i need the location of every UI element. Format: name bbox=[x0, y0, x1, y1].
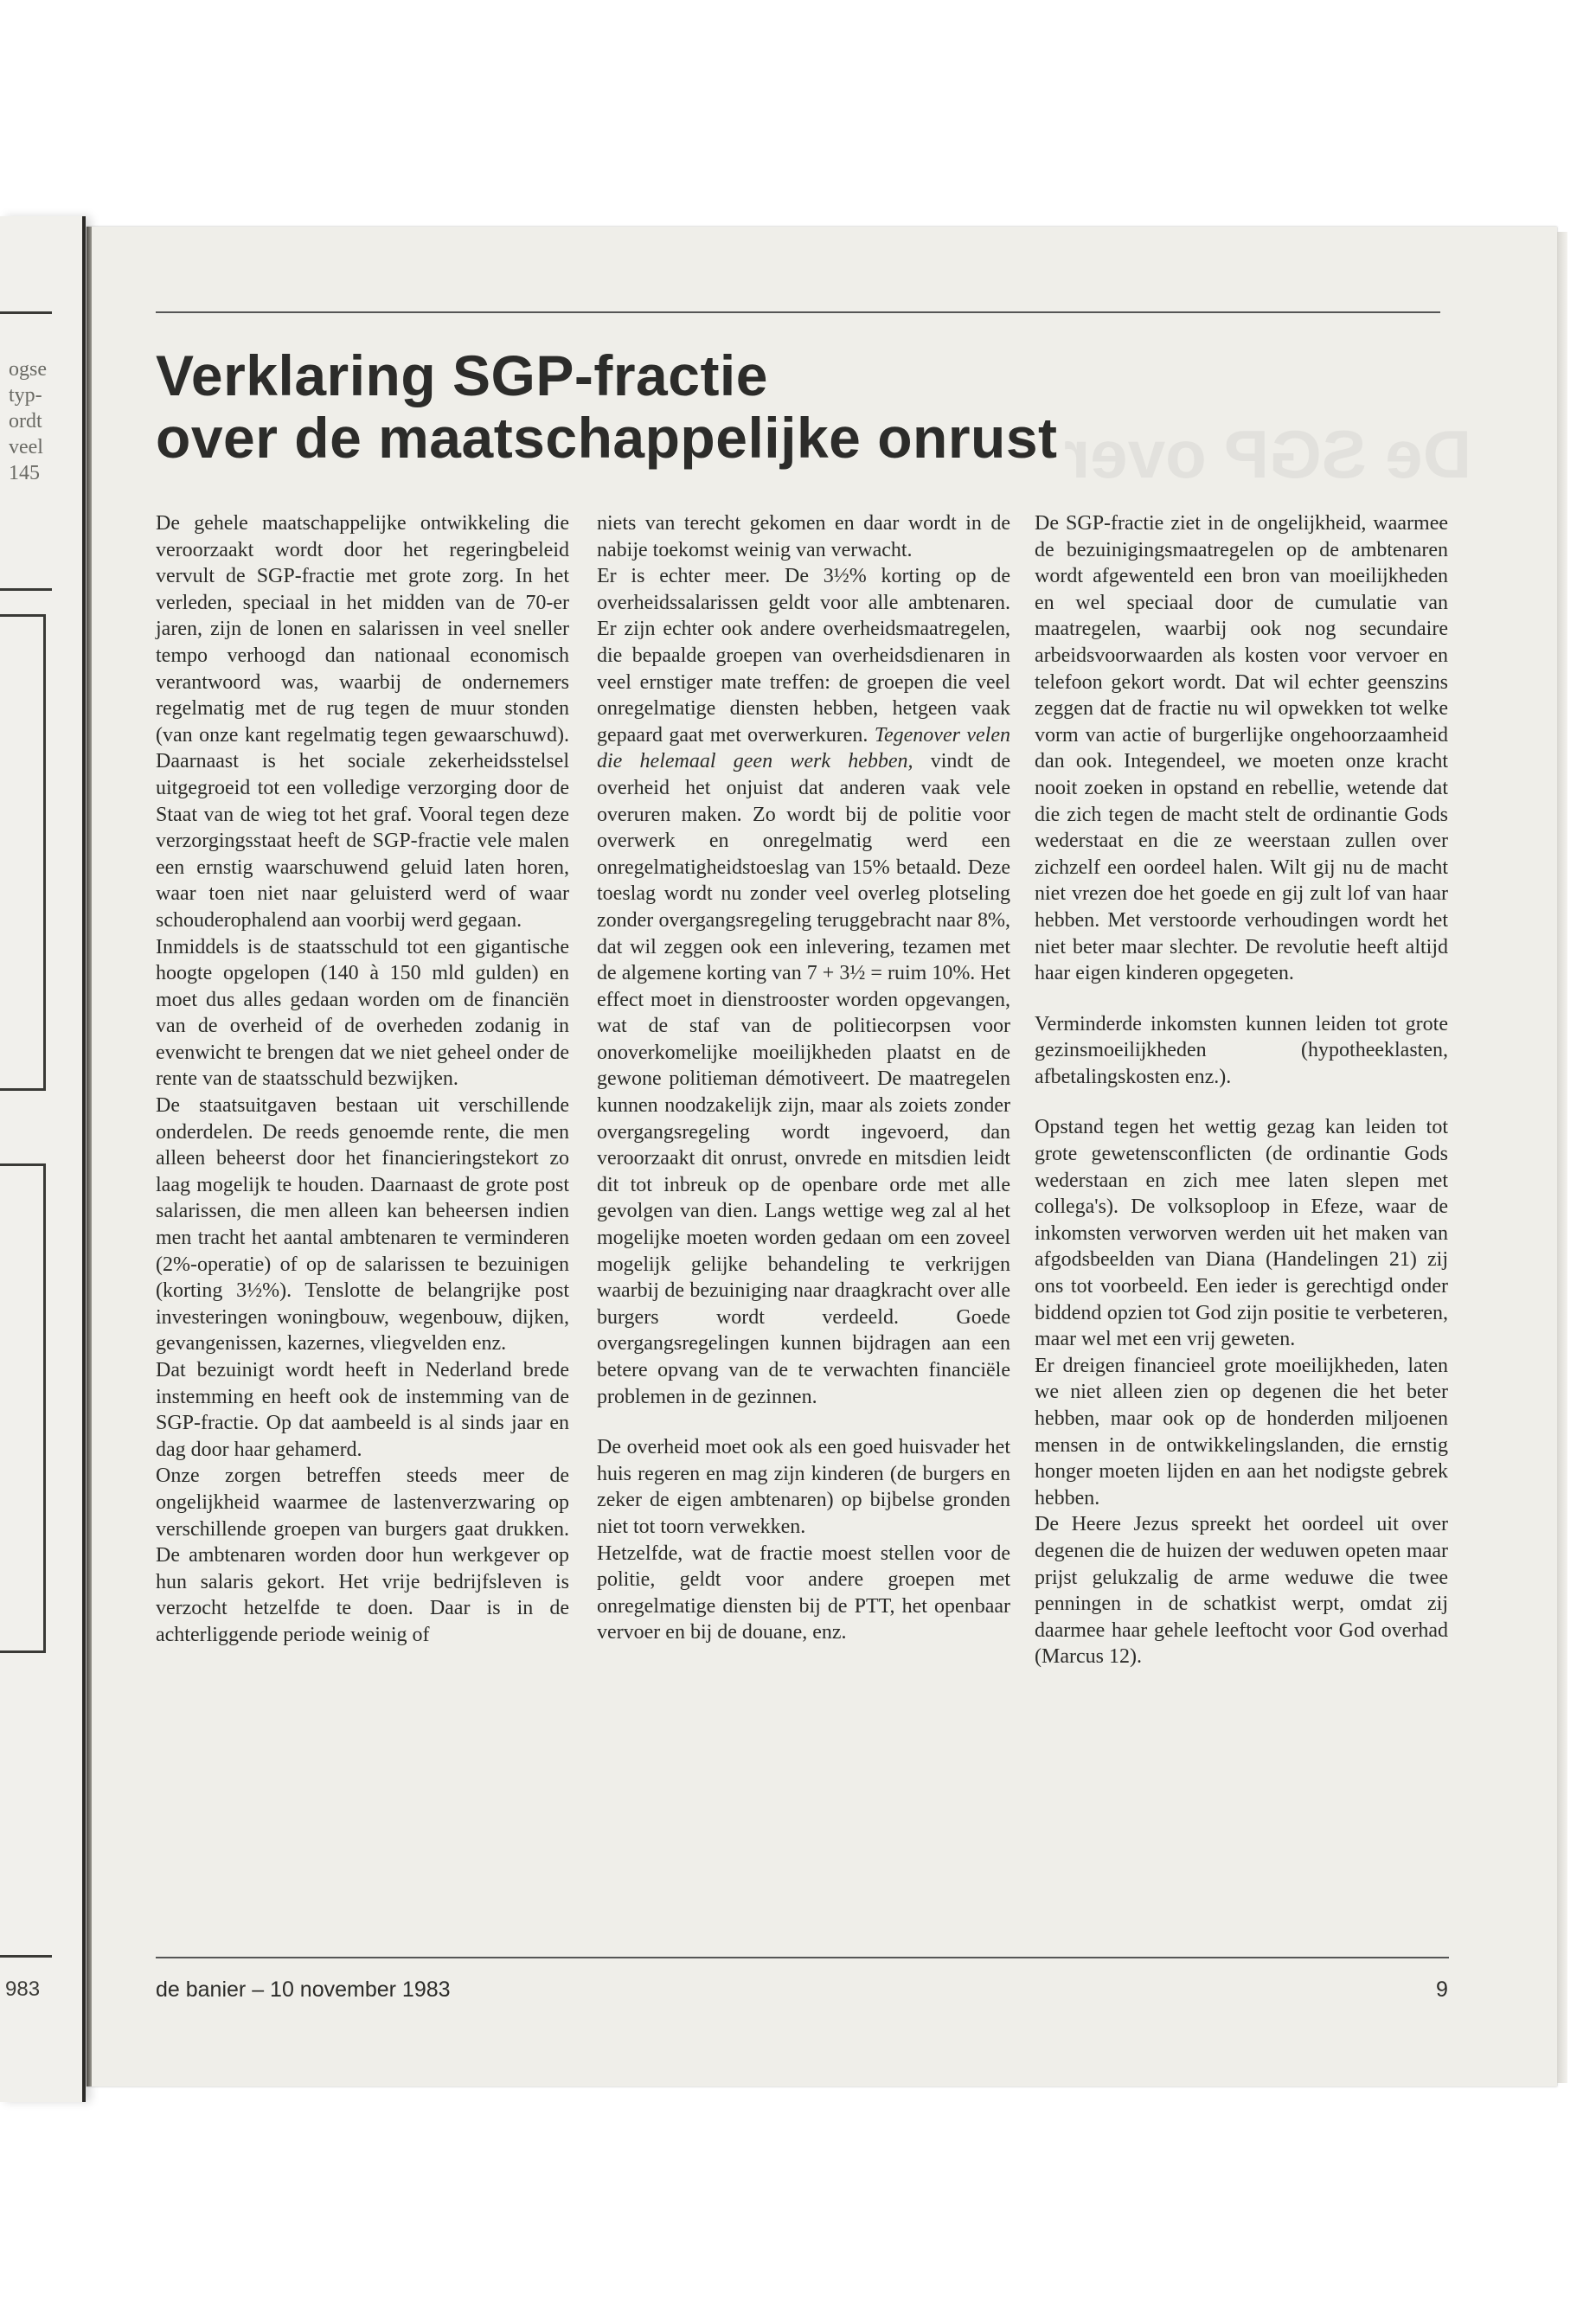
publication-footer: de banier – 10 november 1983 bbox=[156, 1977, 451, 2002]
left-fragment-line: ordt bbox=[9, 410, 42, 433]
left-page-number-fragment: 983 bbox=[5, 1977, 41, 2001]
left-box bbox=[0, 614, 46, 1091]
paragraph: niets van terecht gekomen en daar wordt in de nabije toekomst weinig van verwacht. bbox=[597, 512, 1010, 561]
left-fragment-line: typ- bbox=[9, 384, 42, 407]
paragraph: Er dreigen financieel grote moeilijkheden, laten we niet alleen zien op degenen die het beter hebben, maar ook op de honderden miljoenen mensen in de ontwikkelingslanden, die ernstig honger moeten lijden en aan het nodigste gebrek hebben. bbox=[1035, 1354, 1448, 1509]
paragraph: Onze zorgen betreffen steeds meer de ongelijkheid waarmee de lastenverzwaring op verschillende groepen van burgers gaat drukken. De ambtenaren worden door hun werkgever op hun salaris gekort. Het vrije bedrijfsleven is verzocht hetzelfde te doen. Daar is in de achterliggende periode weinig of bbox=[156, 1465, 569, 1646]
paragraph: De staatsuitgaven bestaan uit verschillende onderdelen. De reeds genoemde rente, die men alleen beheerst door het financieringstekort zo laag mogelijk te houden. Daarnaast de grote post salarissen, die men alleen kan beheersen indien men tracht het aantal ambtenaren te verminderen (2%-operatie) of op de salarissen te bezuinigen (korting 3½%). Tenslotte de belangrijke post investeringen woningbouw, wegenbouw, dijken, gevangenissen, kazernes, vliegvelden enz. bbox=[156, 1094, 569, 1356]
paragraph: Verminderde inkomsten kunnen leiden tot grote gezinsmoeilijkheden (hypotheeklasten, afbetalingskosten enz.). bbox=[1035, 1012, 1448, 1088]
top-rule bbox=[156, 311, 1440, 313]
left-rule bbox=[0, 588, 52, 591]
page-number: 9 bbox=[1436, 1977, 1448, 2002]
paragraph: De SGP-fractie ziet in de ongelijkheid, waarmee de bezuinigingsmaatregelen op de ambtenaren wordt afgewenteld een bron van moeilijkheden en wel speciaal door de cumulatie van maatregelen, waarbij ook nog secundaire arbeidsvoorwaarden als kosten voor vervoer en telefoon gekort wordt. Dat wil echter geenszins zeggen dat de fractie nu wil opwekken tot welke vorm van actie of burgerlijke ongehoorzaamheid dan ook. Integendeel, we moeten onze kracht nooit zoeken in opstand en rebellie, wetende dat die zich tegen de macht stelt de ordinantie Gods wederstaat en die ze weerstaan zullen over zichzelf een oordeel halen. Wilt gij nu de macht niet vrezen doe het goede en gij zult lof van haar hebben. Met verstoorde verhoudingen wordt het niet beter maar slechter. De revolutie heeft altijd haar eigen kinderen opgegeten. bbox=[1035, 512, 1448, 985]
show-through-text: De SGP over bbox=[1064, 416, 1472, 492]
left-fragment-line: 145 bbox=[9, 462, 40, 484]
title-line-2: over de maatschappelijke onrust bbox=[156, 406, 1058, 470]
left-box bbox=[0, 1163, 46, 1653]
paragraph: De overheid moet ook als een goed huisvader het huis regeren en mag zijn kinderen (de burgers en zeker de eigen ambtenaren) op bijbelse gronden niet tot toorn verwekken. bbox=[597, 1436, 1010, 1538]
paragraph: De Heere Jezus spreekt het oordeel uit over degenen die de huizen der weduwen opeten maar prijst gelukzalig de arme weduwe die twee penningen in de schatkist werpt, omdat zij daarmee haar gehele leeftocht voor God overhad (Marcus 12). bbox=[1035, 1513, 1448, 1669]
paragraph: De gehele maatschappelijke ontwikkeling die veroorzaakt wordt door het regeringbeleid vervult de SGP-fractie met grote zorg. In het verleden, speciaal in het midden van de 70-er jaren, zijn de lonen en salarissen in veel sneller tempo verhoogd dan nationaal economisch verantwoord was, waarbij de ondernemers regelmatig met de rug tegen de muur stonden (van onze kant regelmatig tegen gewaarschuwd). Daarnaast is het sociale zekerheidsstelsel uitgegroeid tot een volledige verzorging door de Staat van de wieg tot het graf. Vooral tegen deze verzorgingsstaat heeft de SGP-fractie vele malen een ernstig waarschuwend geluid laten horen, waar toen niet naar geluisterd werd of waar schouderophalend aan voorbij werd gegaan. bbox=[156, 512, 569, 932]
paragraph: Hetzelfde, wat de fractie moest stellen voor de politie, geldt voor andere groepen met onregelmatige diensten bij de PTT, het openbaar vervoer en bij de douane, enz. bbox=[597, 1541, 1010, 1644]
left-rule bbox=[0, 311, 52, 314]
paragraph bbox=[597, 563, 1010, 1410]
column-2 bbox=[597, 510, 1010, 1646]
paragraph: Inmiddels is de staatsschuld tot een gigantische hoogte opgelopen (140 à 150 mld gulden) en moet dus alles gedaan worden om de financiën van de overheid of de overheden zodanig in evenwicht te brengen dat we niet geheel onder de rente van de staatsschuld bezwijken. bbox=[156, 935, 569, 1091]
previous-page-edge bbox=[0, 216, 86, 2102]
text-run: Er is echter meer. De 3½% korting op de overheidssalarissen geldt voor alle ambtenaren. Er zijn echter ook andere overheidsmaatregelen, die bepaalde groepen van overheidsdienaren in veel ernstiger mate treffen: de groepen die veel onregelmatige diensten hebben, hetgeen vaak gepaard gaat met overwerkuren. bbox=[597, 565, 1010, 747]
italic-text-run: Tegenover velen die helemaal geen werk hebben, bbox=[597, 723, 1010, 773]
left-fragment-line: veel bbox=[9, 436, 43, 458]
column-1 bbox=[156, 510, 569, 1649]
article-title bbox=[156, 344, 1107, 469]
bottom-rule bbox=[156, 1957, 1449, 1958]
left-rule bbox=[0, 1955, 52, 1958]
paragraph: Opstand tegen het wettig gezag kan leiden tot grote gewetensconflicten (de ordinantie Gods wederstaan en zich mee laten slepen met collega's). De volksoploop in Efeze, waar de inkomsten verworven werden uit het maken van afgodsbeelden van Diana (Handelingen 21) zij ons tot voorbeeld. Een ieder is gerechtigd onder biddend opzien tot God zijn positie te verbeteren, maar wel met een vrij geweten. bbox=[1035, 1116, 1448, 1351]
left-fragment-line: ogse bbox=[9, 358, 47, 381]
title-line-1: Verklaring SGP-fractie bbox=[156, 343, 768, 407]
paragraph: Dat bezuinigt wordt heeft in Nederland brede instemming en heeft ook de instemming van de SGP-fractie. Op dat aambeeld is al sinds jaar en dag door haar gehamerd. bbox=[156, 1359, 569, 1461]
binding-shadow bbox=[87, 227, 92, 2086]
column-3 bbox=[1035, 510, 1448, 1670]
text-run: vindt de overheid het onjuist dat anderen vaak vele overuren maken. Zo wordt bij de politie voor overwerk en onregelmatig werd een onregelmatigheidstoeslag van 15% betaald. Deze toeslag wordt nu zonder veel overleg plotseling zonder overgangsregeling teruggebracht naar 8%, dat wil zeggen ook een inlevering, tezamen met de algemene korting van 7 + 3½ = ruim 10%. Het effect moet in dienstrooster worden opgevangen, wat de staf van de politiecorpsen voor onoverkomelijke moeilijkheden plaatst en de gewone politieman démotiveert. De maatregelen kunnen noodzakelijk zijn, maar als zoiets zonder overgangsregeling wordt ingevoerd, dan veroorzaakt dit onrust, onvrede en mitsdien leidt dit tot inbreuk op de openbare orde met alle gevolgen van dien. Langs wettige weg zal al het mogelijke moeten worden gedaan om een zoveel mogelijk gelijke behandeling te verkrijgen waarbij de bezuiniging naar draagkracht over alle burgers wordt verdeeld. Goede overgangsregelingen kunnen bijdragen aan een betere opvang van de te verwachten financiële problemen in de gezinnen. bbox=[597, 750, 1010, 1408]
page-edge bbox=[1557, 232, 1567, 2083]
